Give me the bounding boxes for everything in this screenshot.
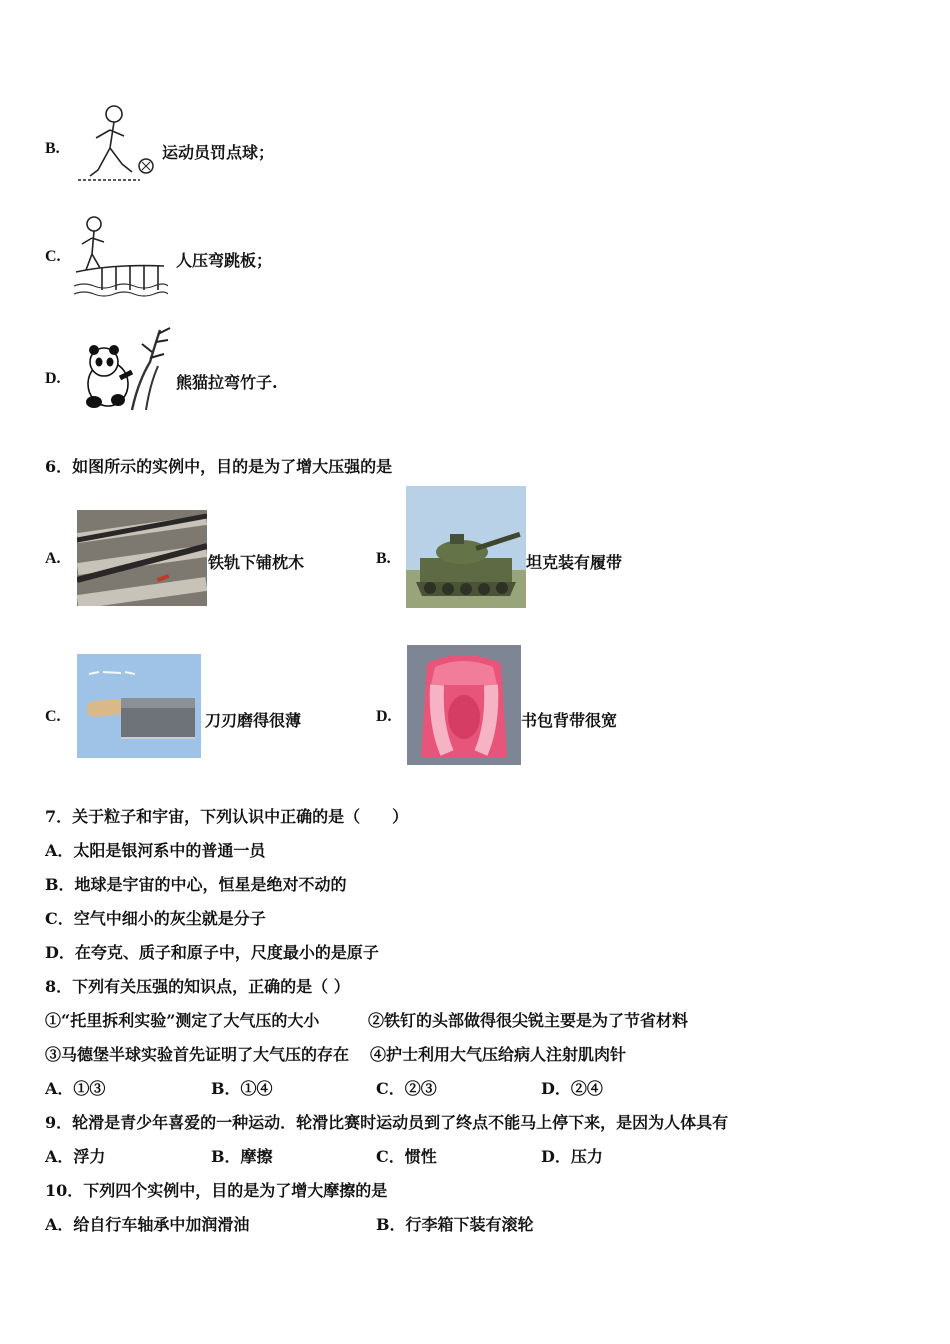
q6-option-d-label: D.: [376, 708, 392, 725]
q6-option-d-text: 书包背带很宽: [521, 711, 618, 730]
q10-stem: 10．下列四个实例中，目的是为了增大摩擦的是: [45, 1181, 388, 1200]
q8-statement-1: ①“托里拆利实验”测定了大气压的大小: [45, 1011, 320, 1030]
q6-option-a-text: 铁轨下铺枕木: [208, 553, 305, 572]
q9-option-a: A．浮力: [45, 1147, 106, 1166]
q10-option-a: A．给自行车轴承中加润滑油: [45, 1215, 250, 1234]
q7-stem: 7．关于粒子和宇宙，下列认识中正确的是（ ）: [45, 807, 409, 826]
q9-option-c: C．惯性: [376, 1147, 437, 1166]
panda-bamboo-illustration: [80, 322, 172, 412]
q9-option-b: B．摩擦: [211, 1147, 273, 1166]
q8-stem: 8．下列有关压强的知识点，正确的是（ ）: [45, 977, 350, 996]
q7-option-c: C．空气中细小的灰尘就是分子: [45, 909, 266, 928]
q6-stem: 6．如图所示的实例中，目的是为了增大压强的是: [45, 457, 393, 476]
diving-board-illustration: [72, 212, 168, 300]
q5-option-c-text: 人压弯跳板；: [176, 251, 273, 270]
q7-option-a: A．太阳是银河系中的普通一员: [45, 841, 266, 860]
q6-option-a-label: A.: [45, 550, 61, 567]
school-backpack-photo: [407, 645, 521, 765]
soccer-kick-illustration: [70, 100, 158, 188]
railway-sleepers-photo: [77, 510, 207, 606]
q5-option-d-label: D.: [45, 370, 61, 387]
q6-option-b-label: B.: [376, 550, 391, 567]
q6-option-c-label: C.: [45, 708, 61, 725]
q7-option-d: D．在夸克、质子和原子中，尺度最小的是原子: [45, 943, 379, 962]
tank-photo: [406, 486, 526, 608]
kitchen-knife-photo: [77, 654, 201, 758]
q8-statement-3: ③马德堡半球实验首先证明了大气压的存在: [45, 1045, 350, 1064]
q9-stem: 9．轮滑是青少年喜爱的一种运动．轮滑比赛时运动员到了终点不能马上停下来，是因为人体具有: [45, 1113, 729, 1132]
q7-option-b: B．地球是宇宙的中心，恒星是绝对不动的: [45, 875, 347, 894]
q8-statement-4: ④护士利用大气压给病人注射肌肉针: [370, 1045, 627, 1064]
q6-option-b-text: 坦克装有履带: [526, 553, 623, 572]
q6-option-c-text: 刀刃磨得很薄: [205, 711, 302, 730]
q8-option-b: B．①④: [211, 1079, 273, 1098]
q10-option-b: B．行李箱下装有滚轮: [376, 1215, 534, 1234]
q5-option-c-label: C.: [45, 248, 61, 265]
q5-option-d-text: 熊猫拉弯竹子.: [176, 373, 278, 392]
q8-option-c: C．②③: [376, 1079, 437, 1098]
q8-option-d: D．②④: [541, 1079, 603, 1098]
q9-option-d: D．压力: [541, 1147, 603, 1166]
q5-option-b-text: 运动员罚点球；: [162, 143, 275, 162]
q8-statement-2: ②铁钉的头部做得很尖锐主要是为了节省材料: [368, 1011, 689, 1030]
q8-option-a: A．①③: [45, 1079, 106, 1098]
q5-option-b-label: B.: [45, 140, 60, 157]
